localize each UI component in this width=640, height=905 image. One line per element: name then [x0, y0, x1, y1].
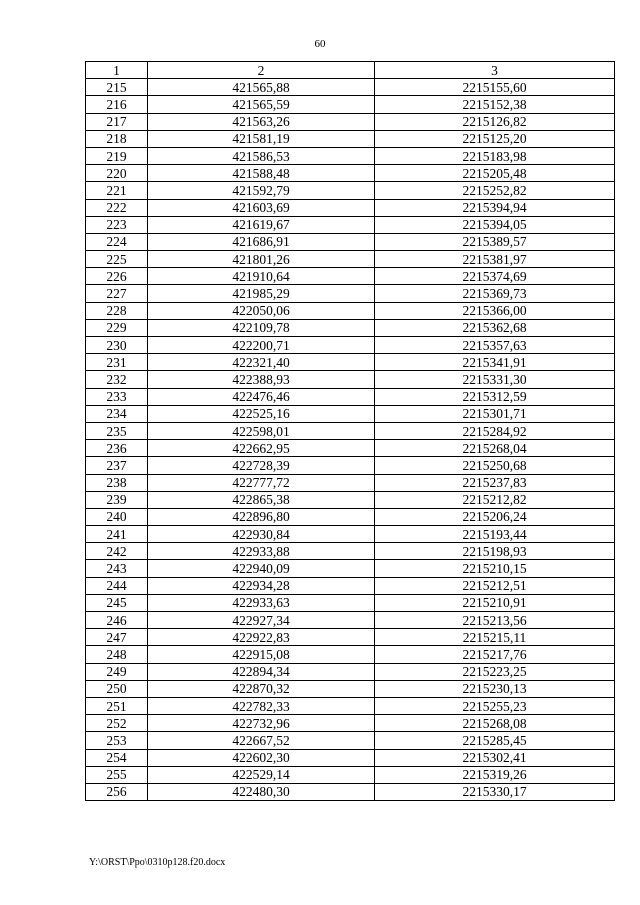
table-row	[86, 629, 615, 646]
x-coordinate-cell: 422894,34	[148, 663, 375, 680]
point-number-cell: 225	[86, 251, 148, 268]
x-coordinate-cell: 422388,93	[148, 371, 375, 388]
table-row	[86, 508, 615, 525]
x-coordinate-cell: 422934,28	[148, 577, 375, 594]
point-number-cell: 230	[86, 337, 148, 354]
y-coordinate-cell: 2215357,63	[375, 337, 615, 354]
point-number-cell: 218	[86, 130, 148, 147]
x-coordinate-cell: 421686,91	[148, 233, 375, 250]
y-coordinate-cell: 2215301,71	[375, 405, 615, 422]
table-row	[86, 165, 615, 182]
point-number-cell: 246	[86, 612, 148, 629]
y-coordinate-cell: 2215255,23	[375, 697, 615, 714]
point-number-cell: 247	[86, 629, 148, 646]
table-row	[86, 268, 615, 285]
table-row	[86, 440, 615, 457]
table-row	[86, 96, 615, 113]
point-number-cell: 239	[86, 491, 148, 508]
table-row	[86, 680, 615, 697]
table-row	[86, 285, 615, 302]
y-coordinate-cell: 2215394,94	[375, 199, 615, 216]
table-row	[86, 216, 615, 233]
x-coordinate-cell: 422662,95	[148, 440, 375, 457]
x-coordinate-cell: 422915,08	[148, 646, 375, 663]
x-coordinate-cell: 422529,14	[148, 766, 375, 783]
table-row	[86, 560, 615, 577]
x-coordinate-cell: 421592,79	[148, 182, 375, 199]
point-number-cell: 244	[86, 577, 148, 594]
y-coordinate-cell: 2215369,73	[375, 285, 615, 302]
column-header-1: 1	[86, 62, 148, 79]
point-number-cell: 237	[86, 457, 148, 474]
column-header-3: 3	[375, 62, 615, 79]
point-number-cell: 224	[86, 233, 148, 250]
x-coordinate-cell: 422602,30	[148, 749, 375, 766]
x-coordinate-cell: 421603,69	[148, 199, 375, 216]
x-coordinate-cell: 422109,78	[148, 319, 375, 336]
y-coordinate-cell: 2215268,04	[375, 440, 615, 457]
point-number-cell: 220	[86, 165, 148, 182]
x-coordinate-cell: 421619,67	[148, 216, 375, 233]
point-number-cell: 219	[86, 147, 148, 164]
x-coordinate-cell: 421985,29	[148, 285, 375, 302]
point-number-cell: 227	[86, 285, 148, 302]
y-coordinate-cell: 2215210,91	[375, 594, 615, 611]
point-number-cell: 226	[86, 268, 148, 285]
x-coordinate-cell: 422777,72	[148, 474, 375, 491]
y-coordinate-cell: 2215362,68	[375, 319, 615, 336]
table-row	[86, 130, 615, 147]
y-coordinate-cell: 2215193,44	[375, 526, 615, 543]
table-row	[86, 388, 615, 405]
y-coordinate-cell: 2215206,24	[375, 508, 615, 525]
y-coordinate-cell: 2215223,25	[375, 663, 615, 680]
y-coordinate-cell: 2215394,05	[375, 216, 615, 233]
y-coordinate-cell: 2215366,00	[375, 302, 615, 319]
point-number-cell: 217	[86, 113, 148, 130]
point-number-cell: 232	[86, 371, 148, 388]
x-coordinate-cell: 422525,16	[148, 405, 375, 422]
x-coordinate-cell: 422321,40	[148, 354, 375, 371]
table-row	[86, 594, 615, 611]
table-row	[86, 766, 615, 783]
x-coordinate-cell: 422922,83	[148, 629, 375, 646]
x-coordinate-cell: 421565,59	[148, 96, 375, 113]
table-row	[86, 749, 615, 766]
point-number-cell: 238	[86, 474, 148, 491]
point-number-cell: 252	[86, 715, 148, 732]
y-coordinate-cell: 2215341,91	[375, 354, 615, 371]
y-coordinate-cell: 2215210,15	[375, 560, 615, 577]
y-coordinate-cell: 2215230,13	[375, 680, 615, 697]
x-coordinate-cell: 421801,26	[148, 251, 375, 268]
point-number-cell: 242	[86, 543, 148, 560]
table-row	[86, 337, 615, 354]
point-number-cell: 253	[86, 732, 148, 749]
x-coordinate-cell: 422598,01	[148, 422, 375, 439]
table-row	[86, 577, 615, 594]
table-row	[86, 302, 615, 319]
y-coordinate-cell: 2215126,82	[375, 113, 615, 130]
point-number-cell: 216	[86, 96, 148, 113]
x-coordinate-cell: 421563,26	[148, 113, 375, 130]
table-row	[86, 405, 615, 422]
x-coordinate-cell: 422480,30	[148, 783, 375, 800]
table-row	[86, 251, 615, 268]
point-number-cell: 249	[86, 663, 148, 680]
y-coordinate-cell: 2215319,26	[375, 766, 615, 783]
table-body	[86, 79, 615, 801]
y-coordinate-cell: 2215374,69	[375, 268, 615, 285]
point-number-cell: 235	[86, 422, 148, 439]
y-coordinate-cell: 2215155,60	[375, 79, 615, 96]
point-number-cell: 221	[86, 182, 148, 199]
y-coordinate-cell: 2215212,51	[375, 577, 615, 594]
point-number-cell: 254	[86, 749, 148, 766]
point-number-cell: 234	[86, 405, 148, 422]
table-row	[86, 663, 615, 680]
x-coordinate-cell: 422050,06	[148, 302, 375, 319]
table-row	[86, 79, 615, 96]
x-coordinate-cell: 422728,39	[148, 457, 375, 474]
y-coordinate-cell: 2215312,59	[375, 388, 615, 405]
x-coordinate-cell: 422930,84	[148, 526, 375, 543]
y-coordinate-cell: 2215125,20	[375, 130, 615, 147]
point-number-cell: 245	[86, 594, 148, 611]
column-header-2: 2	[148, 62, 375, 79]
point-number-cell: 248	[86, 646, 148, 663]
table-row	[86, 199, 615, 216]
point-number-cell: 233	[86, 388, 148, 405]
point-number-cell: 222	[86, 199, 148, 216]
x-coordinate-cell: 421910,64	[148, 268, 375, 285]
x-coordinate-cell: 422865,38	[148, 491, 375, 508]
x-coordinate-cell: 421588,48	[148, 165, 375, 182]
y-coordinate-cell: 2215389,57	[375, 233, 615, 250]
y-coordinate-cell: 2215183,98	[375, 147, 615, 164]
point-number-cell: 240	[86, 508, 148, 525]
point-number-cell: 236	[86, 440, 148, 457]
table-row	[86, 371, 615, 388]
table-row	[86, 732, 615, 749]
y-coordinate-cell: 2215152,38	[375, 96, 615, 113]
table-row	[86, 543, 615, 560]
y-coordinate-cell: 2215284,92	[375, 422, 615, 439]
x-coordinate-cell: 421565,88	[148, 79, 375, 96]
x-coordinate-cell: 422927,34	[148, 612, 375, 629]
y-coordinate-cell: 2215381,97	[375, 251, 615, 268]
y-coordinate-cell: 2215217,76	[375, 646, 615, 663]
table-row	[86, 354, 615, 371]
point-number-cell: 231	[86, 354, 148, 371]
y-coordinate-cell: 2215198,93	[375, 543, 615, 560]
point-number-cell: 229	[86, 319, 148, 336]
point-number-cell: 241	[86, 526, 148, 543]
x-coordinate-cell: 421581,19	[148, 130, 375, 147]
y-coordinate-cell: 2215212,82	[375, 491, 615, 508]
x-coordinate-cell: 422940,09	[148, 560, 375, 577]
y-coordinate-cell: 2215331,30	[375, 371, 615, 388]
x-coordinate-cell: 422870,32	[148, 680, 375, 697]
y-coordinate-cell: 2215302,41	[375, 749, 615, 766]
x-coordinate-cell: 422200,71	[148, 337, 375, 354]
table-row	[86, 697, 615, 714]
table-row	[86, 491, 615, 508]
point-number-cell: 228	[86, 302, 148, 319]
x-coordinate-cell: 422476,46	[148, 388, 375, 405]
table-row	[86, 715, 615, 732]
point-number-cell: 256	[86, 783, 148, 800]
table-row	[86, 233, 615, 250]
page-number: 60	[314, 38, 326, 50]
y-coordinate-cell: 2215252,82	[375, 182, 615, 199]
x-coordinate-cell: 422896,80	[148, 508, 375, 525]
y-coordinate-cell: 2215268,08	[375, 715, 615, 732]
table-row	[86, 526, 615, 543]
table-row	[86, 319, 615, 336]
table-row	[86, 783, 615, 800]
y-coordinate-cell: 2215205,48	[375, 165, 615, 182]
point-number-cell: 243	[86, 560, 148, 577]
footer-file-path: Y:\ORST\Ppo\0310p128.f20.docx	[89, 857, 226, 868]
table-row	[86, 113, 615, 130]
x-coordinate-cell: 422732,96	[148, 715, 375, 732]
point-number-cell: 215	[86, 79, 148, 96]
x-coordinate-cell: 421586,53	[148, 147, 375, 164]
point-number-cell: 223	[86, 216, 148, 233]
coordinates-table	[85, 61, 615, 801]
table-row	[86, 182, 615, 199]
point-number-cell: 250	[86, 680, 148, 697]
x-coordinate-cell: 422667,52	[148, 732, 375, 749]
y-coordinate-cell: 2215330,17	[375, 783, 615, 800]
table-header-row	[86, 62, 615, 79]
table-row	[86, 646, 615, 663]
y-coordinate-cell: 2215285,45	[375, 732, 615, 749]
table-row	[86, 457, 615, 474]
point-number-cell: 251	[86, 697, 148, 714]
table-row	[86, 474, 615, 491]
x-coordinate-cell: 422933,63	[148, 594, 375, 611]
table-row	[86, 147, 615, 164]
table-row	[86, 612, 615, 629]
table-row	[86, 422, 615, 439]
y-coordinate-cell: 2215237,83	[375, 474, 615, 491]
y-coordinate-cell: 2215250,68	[375, 457, 615, 474]
y-coordinate-cell: 2215215,11	[375, 629, 615, 646]
x-coordinate-cell: 422782,33	[148, 697, 375, 714]
y-coordinate-cell: 2215213,56	[375, 612, 615, 629]
point-number-cell: 255	[86, 766, 148, 783]
x-coordinate-cell: 422933,88	[148, 543, 375, 560]
